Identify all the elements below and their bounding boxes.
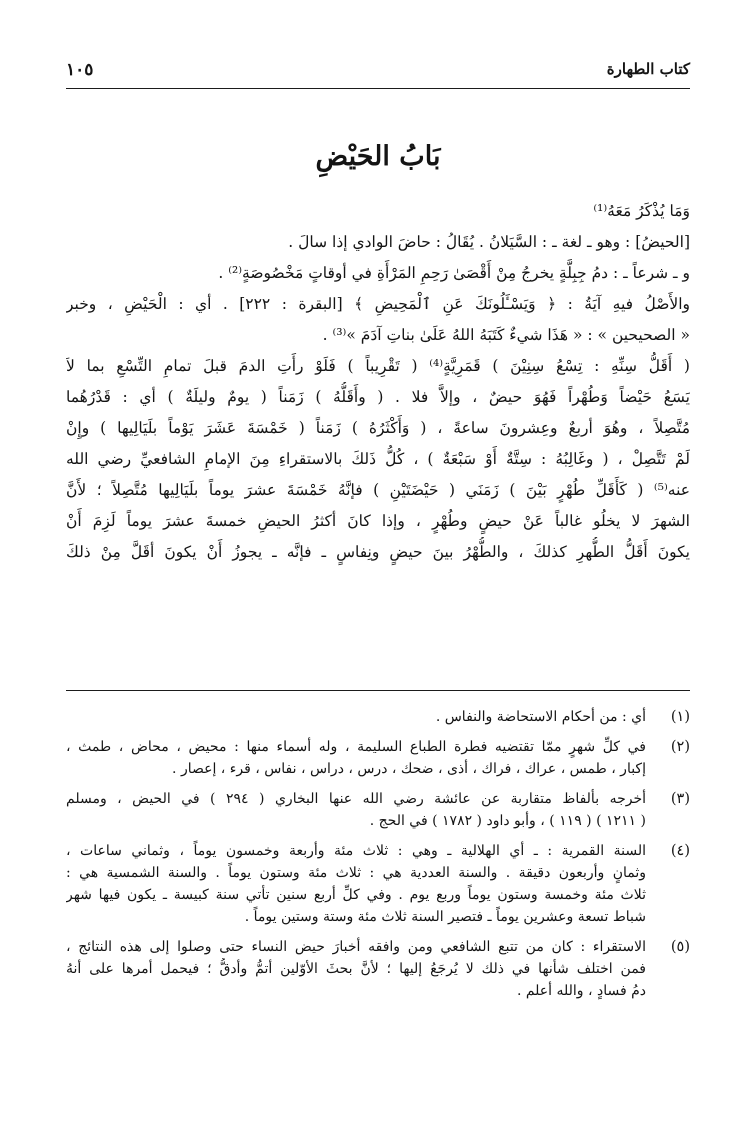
text-line: مُتَّصِلاً ، وهُوَ أربعٌ وعِشرونَ ساعةً ، ( وَأَكْثَرُهُ ) زَمَناً ( خَمْسَةَ عَشَرَ يَوْماً بلَيَالِيها ) وإِنْ — [66, 419, 690, 437]
footnote-line: ثلاث مئة وخمسة وستون يوماً وربع يوم . وفي كلِّ أربع سنين تأتي سنة كبيسة ـ يكون فيها شهر — [66, 887, 646, 903]
footnote-line: السنة القمرية : ـ أي الهلالية ـ وهي : ثلاث مئة وأربعة وخمسون يوماً ، وثماني ساعات ، — [66, 843, 646, 859]
text-line: [الحيضُ] : وهو ـ لغة ـ : السَّيَلانُ . يُقَالُ : حاضَ الوادي إذا سالَ . — [288, 233, 690, 251]
text-line: الشهرَ لا يخلُو غالباً عَنْ حيضٍ وطُهْرٍ ، وإذا كانَ أكثرُ الحيضِ خمسةَ عشرَ يوماً لَزِمَ أَنْ — [66, 512, 690, 530]
book-title: كتاب الطهارة — [606, 60, 690, 78]
main-text — [66, 196, 690, 568]
footnote-line: في كلِّ شهرٍ ممّا تقتضيه فطرة الطباع السليمة ، وله أسماء منها : محيض ، محاض ، طمث ، — [66, 739, 646, 755]
footnote-number: (١) — [670, 709, 690, 725]
footnote-line: أخرجه بألفاظ متقاربة عن عائشة رضي الله عنها البخاري ( ٢٩٤ ) في الحيض ، ومسلم — [66, 791, 646, 807]
page-number: ١٠٥ — [66, 60, 94, 80]
text-line: عنه⁽⁵⁾ ( كَأَقَلِّ طُهْرٍ بَيْنَ ) زَمَنَي ( حَيْضَتَيْنِ ) فإنَّهُ خَمْسَةَ عشرَ يوماً بلَيَالِيها مُتَّصِلاً ؛ لأَنَّ — [66, 481, 690, 499]
text-line: ( أَقَلُّ سِنِّهِ : تِسْعُ سِنِيْنَ ) قَمَرِيَّةٍ⁽⁴⁾ ( تَقْرِيباً ) فَلَوْ رأَتِ الدمَ قبلَ تمامِ التِّسْعِ بما لاَ — [66, 357, 690, 375]
footnote-rule — [66, 690, 690, 691]
footnote-line: فمن اختلف شأنها في ذلك لا يُرجَعُ إليها ؛ لأنَّ بحثَ الأوّلين أتمُّ وأدقُّ ؛ فيحمل أمرها على أنهُ — [66, 961, 646, 977]
text-line: والأَصْلُ فيهِ آيَةُ : ﴿ وَيَسْـَٔلُونَكَ عَنِ ٱلْمَحِيضِ ﴾ [البقرة : ٢٢٢] . أي : الْحَيْضِ ، وخبر — [66, 295, 690, 313]
footnote-line: الاستقراء : كان من تتبع الشافعي ومن وافقه أخبارَ حيض النساء حتى وصلوا إلى هذه النتائج ، — [66, 939, 646, 955]
footnote-2 — [66, 736, 690, 780]
footnote-number: (٥) — [670, 939, 690, 955]
footnote-line: إكبار ، طمس ، عراك ، فراك ، أذى ، ضحك ، درس ، دراس ، نفاس ، قرء ، إعصار . — [172, 761, 646, 777]
text-line: يَسَعُ حَيْضاً وَطُهْراً فَهُوَ حيضٌ ، وإلاَّ فلا . ( وأَقَلُّهُ ) زَمَناً ( يومٌ وليلَةٌ ) أي : قَدْرُهُما — [66, 388, 690, 406]
footnote-line: أي : من أحكام الاستحاضة والنفاس . — [435, 709, 646, 725]
chapter-title: بَابُ الحَيْضِ — [315, 141, 441, 172]
footnote-5 — [66, 936, 690, 1002]
text-line: « الصحيحين » : « هَذَا شيءٌ كَتَبَهُ اللهُ عَلَىٰ بناتِ آدَمَ »⁽³⁾ . — [322, 326, 690, 344]
footnote-3 — [66, 788, 690, 832]
footnote-line: ( ١٢١١ ) ( ١١٩ ) ، وأبو داود ( ١٧٨٢ ) في الحج . — [369, 813, 646, 829]
footnote-number: (٣) — [670, 791, 690, 807]
text-line: و ـ شرعاً ـ : دمُ جِبِلَّةٍ يخرجُ مِنْ أَقْصَىٰ رَحِمِ المَرْأَةِ في أوقاتٍ مَخْصُوصَةٍ⁽²⁾ . — [218, 264, 690, 282]
footnote-line: دمُ فسادٍ ، والله أعلم . — [516, 983, 646, 999]
footnote-line: وثمانٍ وأربعون دقيقة . والسنة العددية هي : ثلاث مئة وستون يوماً . والسنة الشمسية هي : — [66, 865, 646, 881]
subtitle-line: وَمَا يُذْكَرُ مَعَهُ⁽¹⁾ — [593, 202, 690, 220]
text-line: يكونَ أَقَلُّ الطُّهرِ كذلكَ ، والطُّهْرُ بينَ حيضٍ ونِفاسٍ ـ فإنَّه ـ يجوزُ أَنْ يكونَ أقَلَّ مِنْ ذلكَ — [66, 543, 690, 561]
footnotes — [66, 706, 690, 1002]
footnote-line: شباط تسعة وعشرين يوماً ـ فتصير السنة ثلاث مئة وستة وستين يوماً . — [244, 909, 646, 925]
header-rule — [66, 88, 690, 89]
footnote-number: (٢) — [670, 739, 690, 755]
footnote-1 — [66, 706, 690, 728]
text-line: لَمْ تَتَّصِلْ ، ( وغَالِبُهُ : سِتَّةٌ أَوْ سَبْعَةٌ ) ، كُلُّ ذَلكَ بالاستقراءِ مِنَ الإمامِ الشافعيِّ رضي الله — [66, 450, 690, 468]
footnote-number: (٤) — [670, 843, 690, 859]
footnote-4 — [66, 840, 690, 928]
running-header — [66, 60, 690, 86]
